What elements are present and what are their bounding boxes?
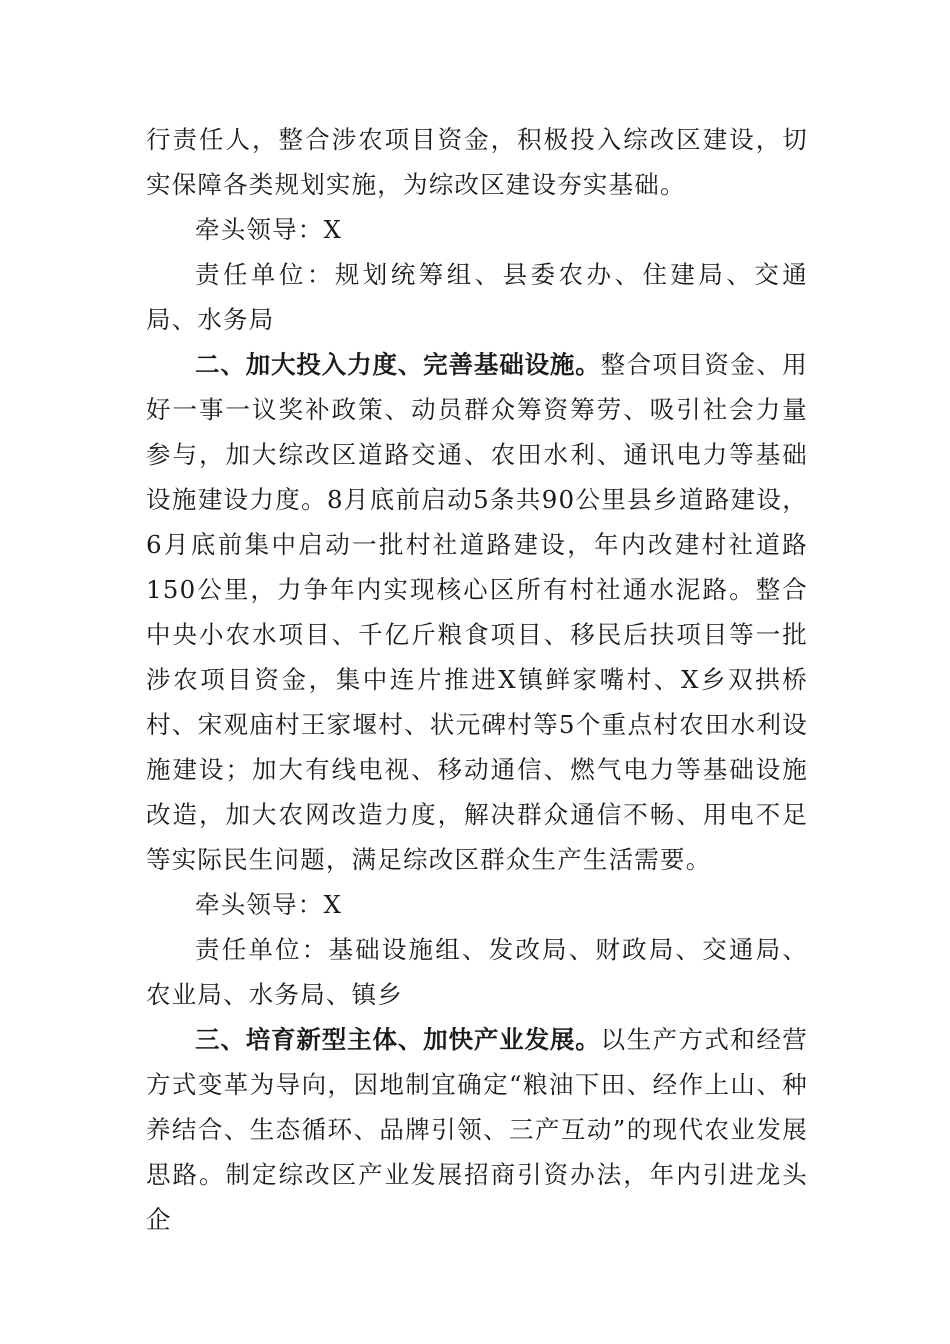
lead-official-line: 牵头领导：X	[195, 890, 343, 919]
section-three-body: 以生产方式和经营方式变革为导向，因地制宜确定“粮油下田、经作上山、种养结合、生态循环、品牌引领、三产互动”的现代农业发展思路。制定综改区产业发展招商引资办法，年内引进龙头企	[146, 1025, 808, 1234]
section-three-heading: 三、培育新型主体、加快产业发展。	[195, 1025, 601, 1054]
section-three-paragraph	[146, 1017, 808, 1242]
section-two-body: 整合项目资金、用好一事一议奖补政策、动员群众筹资筹劳、吸引社会力量参与，加大综改区道路交通、农田水利、通讯电力等基础设施建设力度。8月底前启动5条共90公里县乡道路建设，6月底前集中启动一批村社道路建设，年内改建村社道路150公里，力争年内实现核心区所有村社通水泥路。整合中央小农水项目、千亿斤粮食项目、移民后扶项目等一批涉农项目资金，集中连片推进X镇鲜家嘴村、X乡双拱桥村、宋观庙村王家堰村、状元碑村等5个重点村农田水利设施建设；加大有线电视、移动通信、燃气电力等基础设施改造，加大农网改造力度，解决群众通信不畅、用电不足等实际民生问题，满足综改区群众生产生活需要。	[146, 350, 808, 874]
section-two-heading: 二、加大投入力度、完善基础设施。	[195, 350, 601, 379]
paragraph-continuation: 行责任人，整合涉农项目资金，积极投入综改区建设，切实保障各类规划实施，为综改区建设夯实基础。	[146, 125, 808, 199]
responsible-units-line: 责任单位：规划统筹组、县委农办、住建局、交通局、水务局	[146, 260, 808, 334]
responsible-units-line: 责任单位：基础设施组、发改局、财政局、交通局、农业局、水务局、镇乡	[146, 935, 808, 1009]
lead-official-line: 牵头领导：X	[195, 215, 343, 244]
document-body	[146, 117, 808, 1242]
section-two-paragraph	[146, 342, 808, 882]
